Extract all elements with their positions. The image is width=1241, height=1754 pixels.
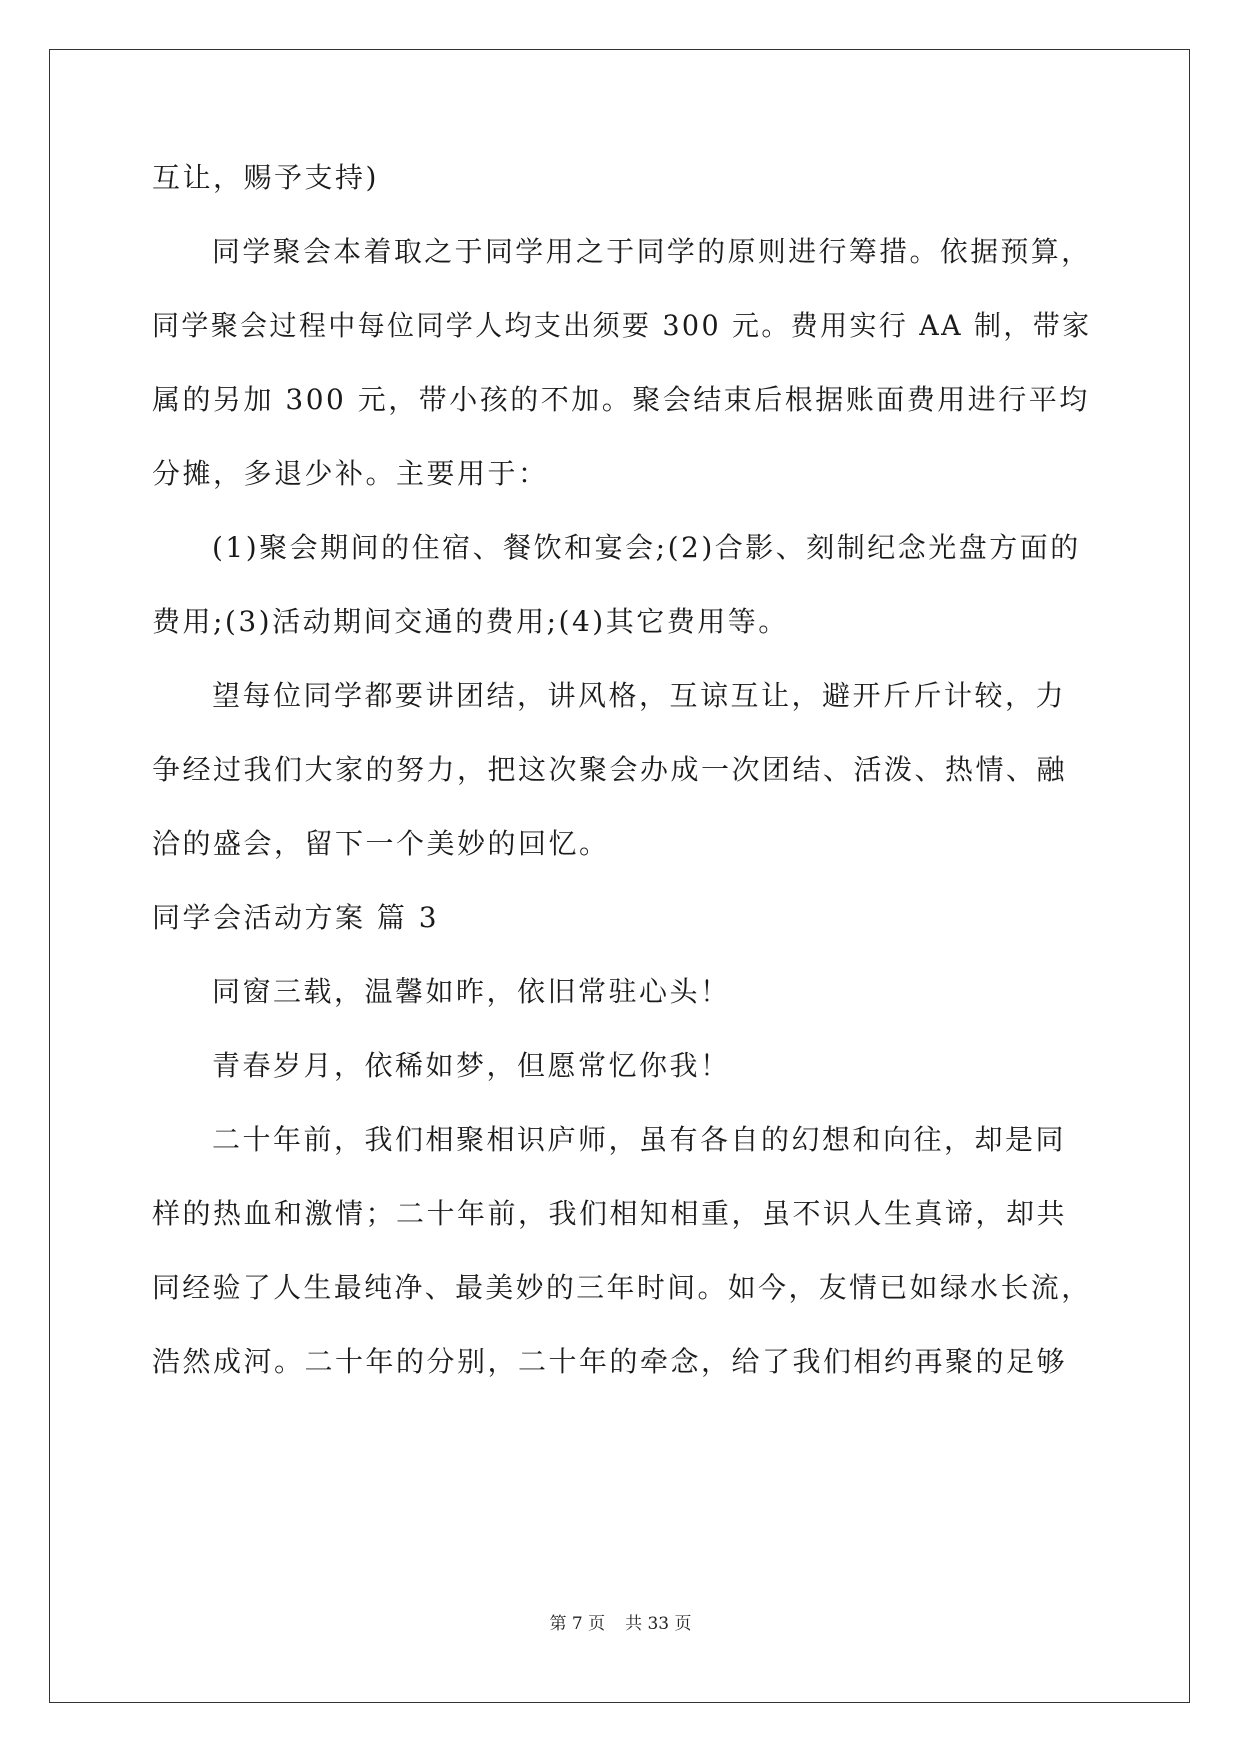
- text-line: 同窗三载，温馨如昨，依旧常驻心头！: [212, 975, 731, 1008]
- text-line: 费用;(3)活动期间交通的费用;(4)其它费用等。: [152, 605, 789, 638]
- text-line: 同学聚会本着取之于同学用之于同学的原则进行筹措。依据预算，: [212, 235, 1092, 268]
- text-line: (1)聚会期间的住宿、餐饮和宴会;(2)合影、刻制纪念光盘方面的: [212, 531, 1081, 564]
- text-line: 浩然成河。二十年的分别，二十年的牵念，给了我们相约再聚的足够: [152, 1345, 1068, 1378]
- text-line: 分摊，多退少补。主要用于：: [152, 457, 549, 490]
- page-footer: [0, 1613, 1241, 1635]
- page-number: 第 7 页: [549, 1614, 606, 1634]
- text-line: 互让，赐予支持): [152, 161, 379, 194]
- page-border: [49, 49, 1190, 1703]
- text-line: 同学聚会过程中每位同学人均支出须要 300 元。费用实行 AA 制，带家: [152, 309, 1092, 342]
- text-line: 洽的盛会，留下一个美妙的回忆。: [152, 827, 610, 860]
- page-total: 共 33 页: [625, 1614, 692, 1634]
- text-line: 望每位同学都要讲团结，讲风格，互谅互让，避开斤斤计较，力: [212, 679, 1067, 712]
- text-line: 青春岁月，依稀如梦，但愿常忆你我！: [212, 1049, 731, 1082]
- section-heading: 同学会活动方案 篇 3: [152, 901, 440, 934]
- text-line: 争经过我们大家的努力，把这次聚会办成一次团结、活泼、热情、融: [152, 753, 1068, 786]
- text-line: 样的热血和激情；二十年前，我们相知相重，虽不识人生真谛，却共: [152, 1197, 1068, 1230]
- text-line: 二十年前，我们相聚相识庐师，虽有各自的幻想和向往，却是同: [212, 1123, 1067, 1156]
- text-line: 同经验了人生最纯净、最美妙的三年时间。如今，友情已如绿水长流，: [152, 1271, 1092, 1304]
- text-line: 属的另加 300 元，带小孩的不加。聚会结束后根据账面费用进行平均: [152, 383, 1090, 416]
